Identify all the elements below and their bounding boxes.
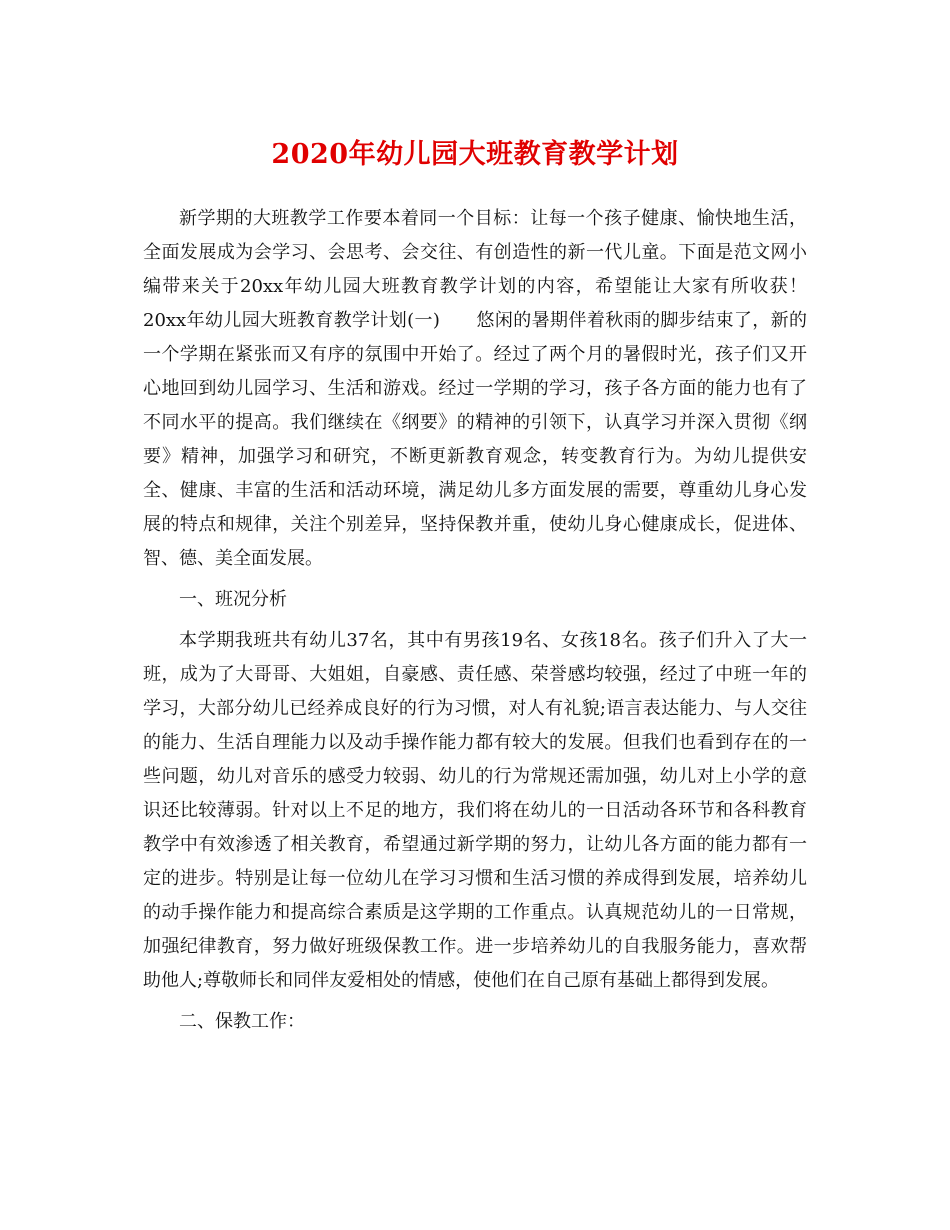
plan-intro-text: 悠闲的暑期伴着秋雨的脚步结束了，新的一个学期在紧张而又有序的氛围中开始了。经过了两个月的暑假时光，孩子们又开心地回到幼儿园学习、生活和游戏。经过一学期的学习，孩子各方面的能力也有了不同水平的提高。我们继续在《纲要》的精神的引领下，认真学习并深入贯彻《纲要》精神，加强学习和研究，不断更新教育观念，转变教育行为。为幼儿提供安全、健康、丰富的生活和活动环境，满足幼儿多方面发展的需要，尊重幼儿身心发展的特点和规律，关注个别差异，坚持保教并重，使幼儿身心健康成长，促进体、智、德、美全面发展。 bbox=[143, 310, 807, 569]
plan-heading: 20xx年幼儿园大班教育教学计划(一) bbox=[143, 310, 440, 331]
document-body bbox=[143, 202, 807, 1039]
intro-text: 新学期的大班教学工作要本着同一个目标：让每一个孩子健康、愉快地生活，全面发展成为会学习、会思考、会交往、有创造性的新一代儿童。下面是范文网小编带来关于20xx年幼儿园大班教育教学计划的内容，希望能让大家有所收获！ bbox=[143, 208, 807, 297]
section-heading-1: 一、班况分析 bbox=[179, 589, 287, 610]
document-title: 2020年幼儿园大班教育教学计划 bbox=[271, 139, 679, 170]
section-body-1: 本学期我班共有幼儿37名，其中有男孩19名、女孩18名。孩子们升入了大一班，成为了大哥哥、大姐姐，自豪感、责任感、荣誉感均较强，经过了中班一年的学习，大部分幼儿已经养成良好的行为习惯，对人有礼貌;语言表达能力、与人交往的能力、生活自理能力以及动手操作能力都有较大的发展。但我们也看到存在的一些问题，幼儿对音乐的感受力较弱、幼儿的行为常规还需加强，幼儿对上小学的意识还比较薄弱。针对以上不足的地方，我们将在幼儿的一日活动各环节和各科教育教学中有效渗透了相关教育，希望通过新学期的努力，让幼儿各方面的能力都有一定的进步。特别是让每一位幼儿在学习习惯和生活习惯的养成得到发展，培养幼儿的动手操作能力和提高综合素质是这学期的工作重点。认真规范幼儿的一日常规，加强纪律教育，努力做好班级保教工作。进一步培养幼儿的自我服务能力，喜欢帮助他人;尊敬师长和同伴友爱相处的情感，使他们在自己原有基础上都得到发展。 bbox=[143, 630, 807, 991]
intro-paragraph bbox=[143, 202, 807, 576]
section-heading-2: 二、保教工作： bbox=[179, 1011, 305, 1032]
